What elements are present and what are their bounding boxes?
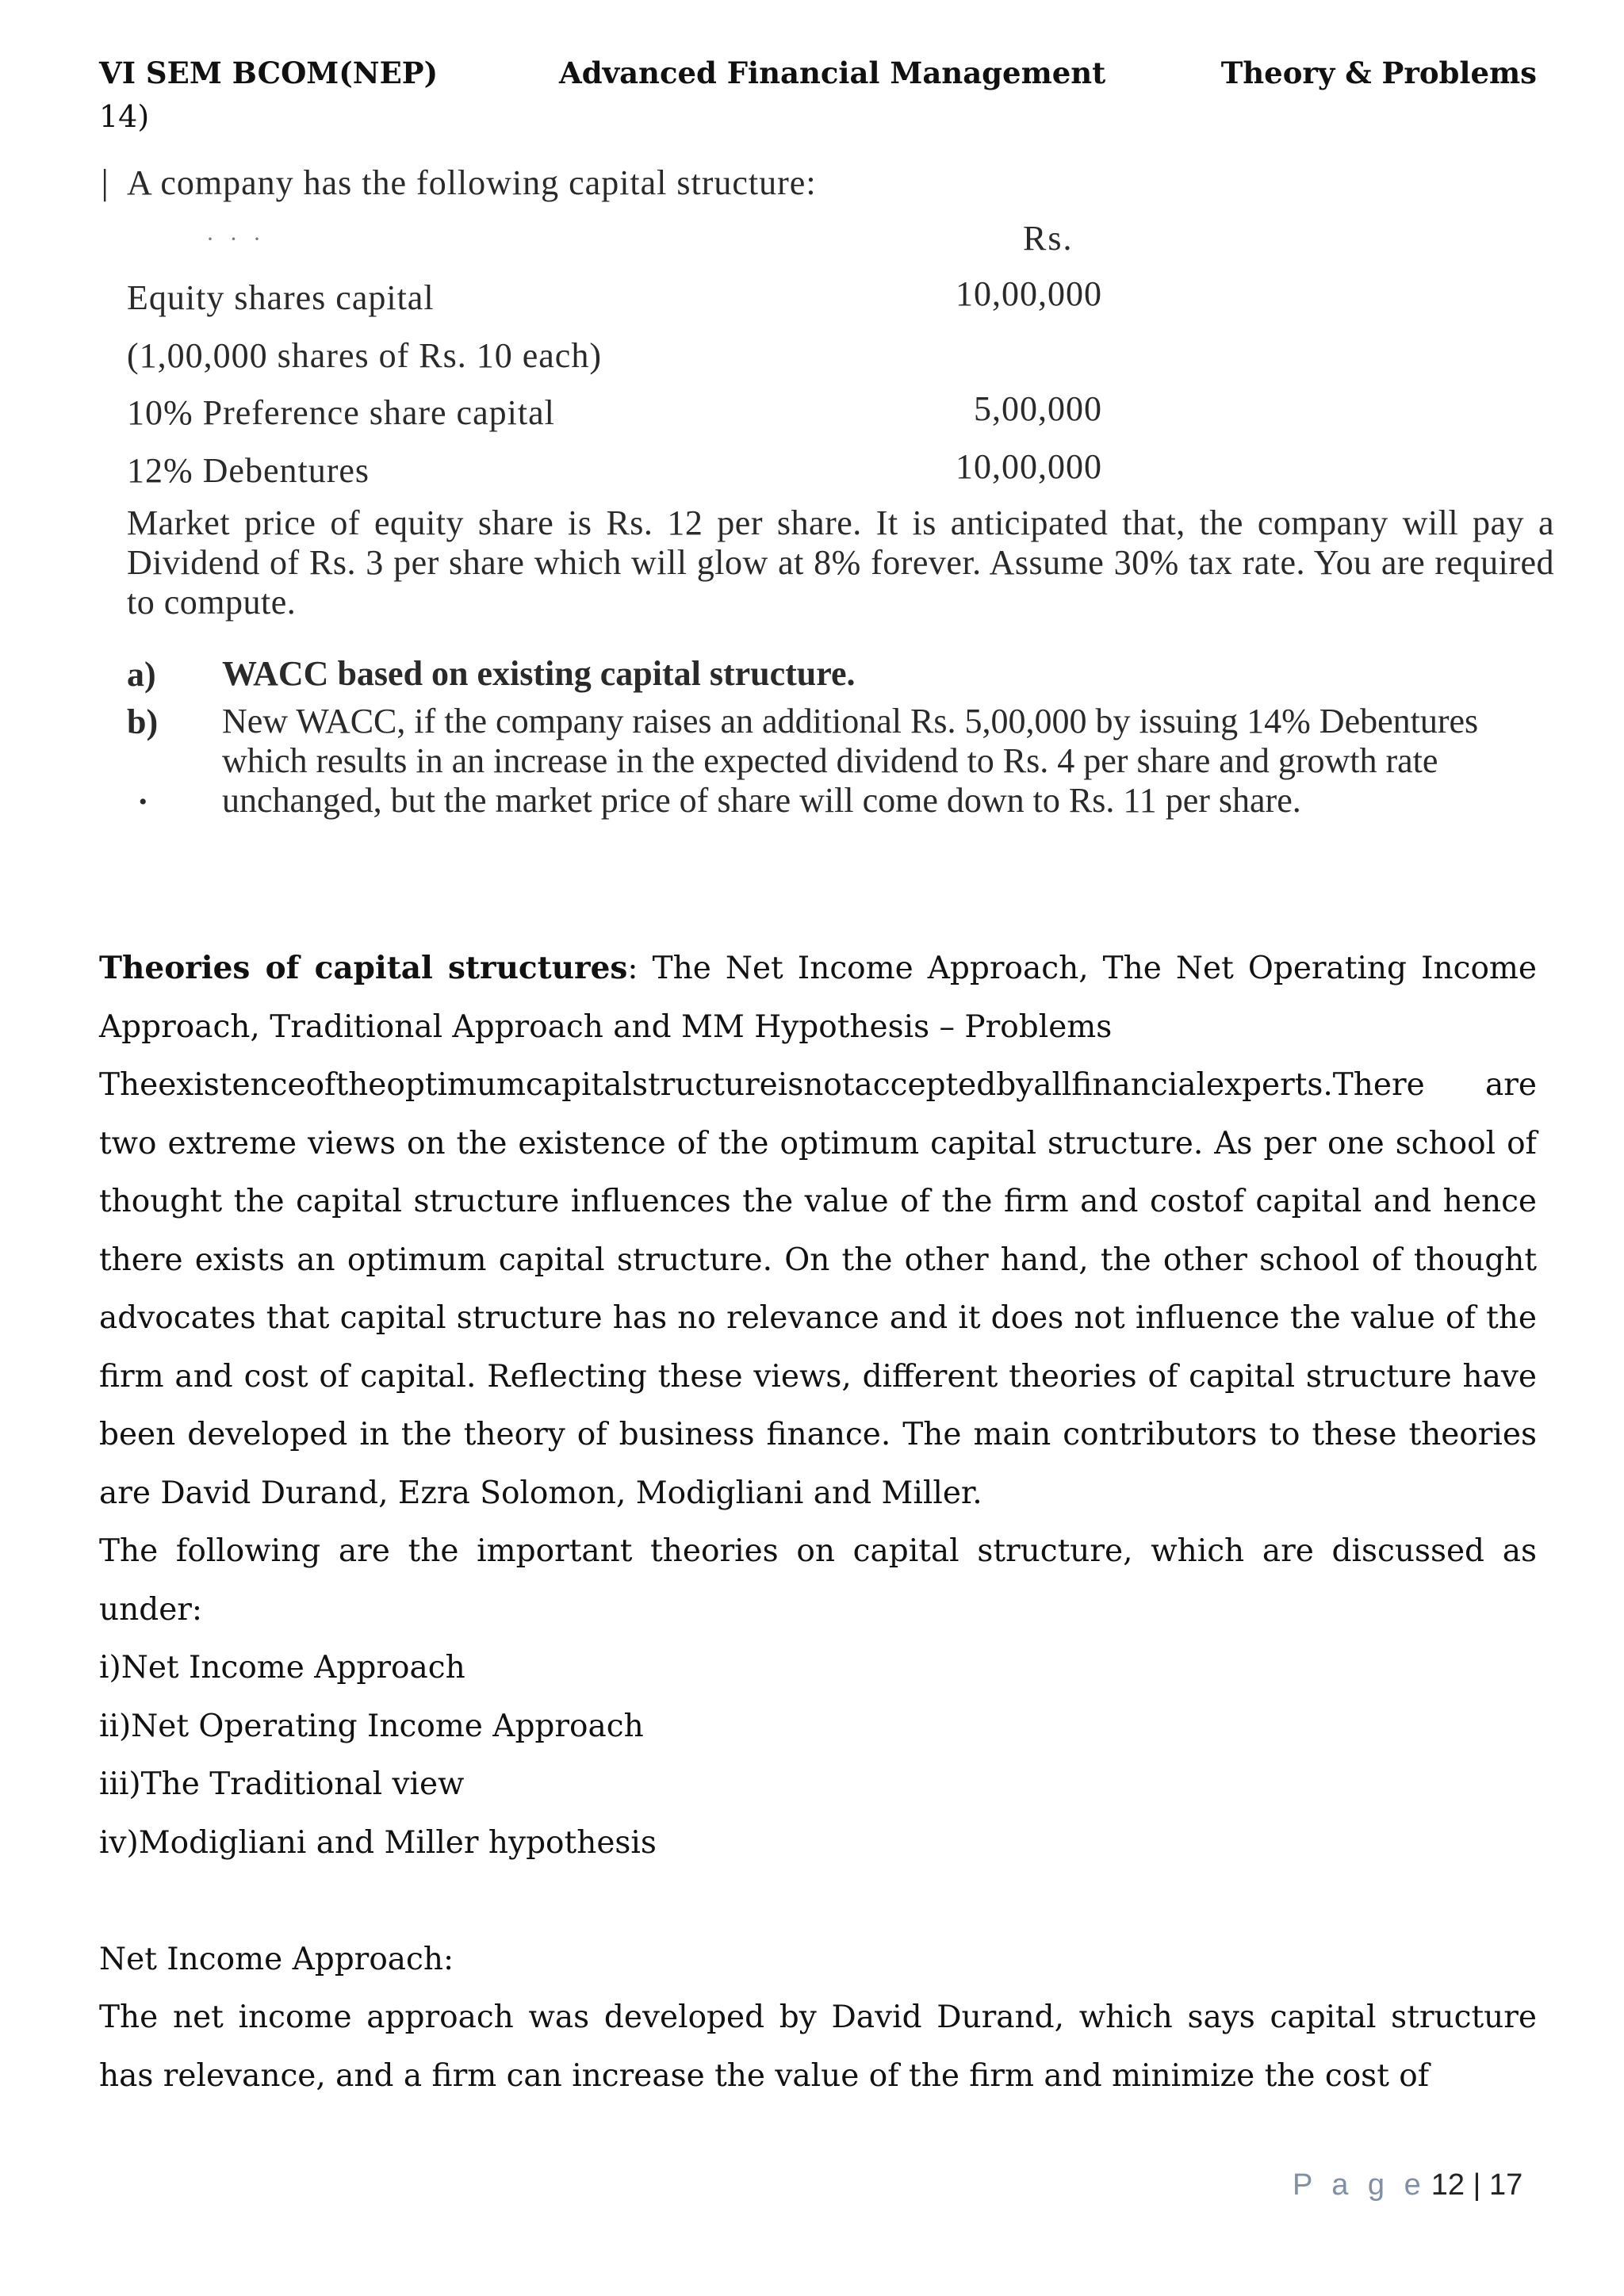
- capital-row-label: (1,00,000 shares of Rs. 10 each): [127, 336, 602, 375]
- item-text-a: WACC based on existing capital structure.: [222, 654, 856, 693]
- paragraph-1: two extreme views on the existence of the optimum capital structure. As per one school of thought the capital structure influences the value of the firm and costof capital and hence there exists an optimum capital structure. On the other hand, the other school of thought advocates that capital structure has no relevance and it does not influence the value of the firm and cost of capital. Reflecting these views, different theories of capital structure have been developed in the theory of business finance. The main contributors to these theories are David Durand, Ezra Solomon, Modigliani and Miller.: [99, 1125, 1537, 1511]
- scan-dots: · · ·: [206, 226, 266, 252]
- problem-paragraph: Market price of equity share is Rs. 12 per share. It is anticipated that, the company will pay a Dividend of Rs. 3 per share which will glow at 8% forever. Assume 30% tax rate. You are required to compute.: [127, 503, 1554, 622]
- page-header: [99, 55, 1537, 95]
- capital-row-amount: 5,00,000: [974, 389, 1102, 428]
- body-text: [99, 939, 1537, 2105]
- spacer: [99, 1872, 1537, 1931]
- item-label-b: b): [127, 702, 159, 741]
- capital-row-amount: 10,00,000: [956, 447, 1102, 486]
- subheading: Net Income Approach:: [99, 1941, 454, 1977]
- bullet-mark: │: [95, 170, 115, 200]
- item-label-a: a): [127, 655, 156, 694]
- page-label: P a g e: [1293, 2168, 1427, 2202]
- section-heading-bold: Theories of capital structures: [99, 950, 628, 986]
- page-footer: [1293, 2168, 1522, 2202]
- capital-row-label: 12% Debentures: [127, 451, 370, 490]
- scan-dot: •: [139, 789, 147, 815]
- amount-heading: Rs.: [1023, 219, 1074, 258]
- header-course: VI SEM BCOM(NEP): [99, 55, 439, 90]
- capital-row-amount: 10,00,000: [956, 274, 1102, 313]
- list-item: i)Net Income Approach: [99, 1650, 465, 1686]
- problem-intro: A company has the following capital structure:: [127, 163, 817, 202]
- capital-row-label: Equity shares capital: [127, 278, 435, 317]
- scanned-problem: [95, 147, 1570, 860]
- list-item: iii)The Traditional view: [99, 1766, 465, 1802]
- list-item: ii)Net Operating Income Approach: [99, 1708, 644, 1744]
- header-subject: Advanced Financial Management: [559, 55, 1106, 90]
- header-section: Theory & Problems: [1220, 55, 1537, 90]
- page-number: 12 | 17: [1431, 2168, 1523, 2202]
- question-number: 14): [99, 99, 150, 134]
- section-heading: [99, 939, 1537, 1056]
- section-heading-rest: : The Net Income Approach, The Net Operating Income Approach, Traditional Approach and MM Hypothesis – Problems: [99, 951, 1537, 1045]
- capital-row-label: 10% Preference share capital: [127, 393, 555, 432]
- paragraph-3: The net income approach was developed by David Durand, which says capital structure has relevance, and a firm can increase the value of the firm and minimize the cost of: [99, 1999, 1537, 2094]
- paragraph-1-first-line: Theexistenceoftheoptimumcapitalstructureisnotacceptedbyallfinancialexperts.There are: [99, 1067, 1537, 1103]
- item-text-b: New WACC, if the company raises an additional Rs. 5,00,000 by issuing 14% Debentures which results in an increase in the expected dividend to Rs. 4 per share and growth rate unchanged, but the market price of share will come down to Rs. 11 per share.: [222, 702, 1479, 820]
- list-item: iv)Modigliani and Miller hypothesis: [99, 1824, 657, 1861]
- paragraph-2: The following are the important theories on capital structure, which are discussed as under:: [99, 1533, 1537, 1628]
